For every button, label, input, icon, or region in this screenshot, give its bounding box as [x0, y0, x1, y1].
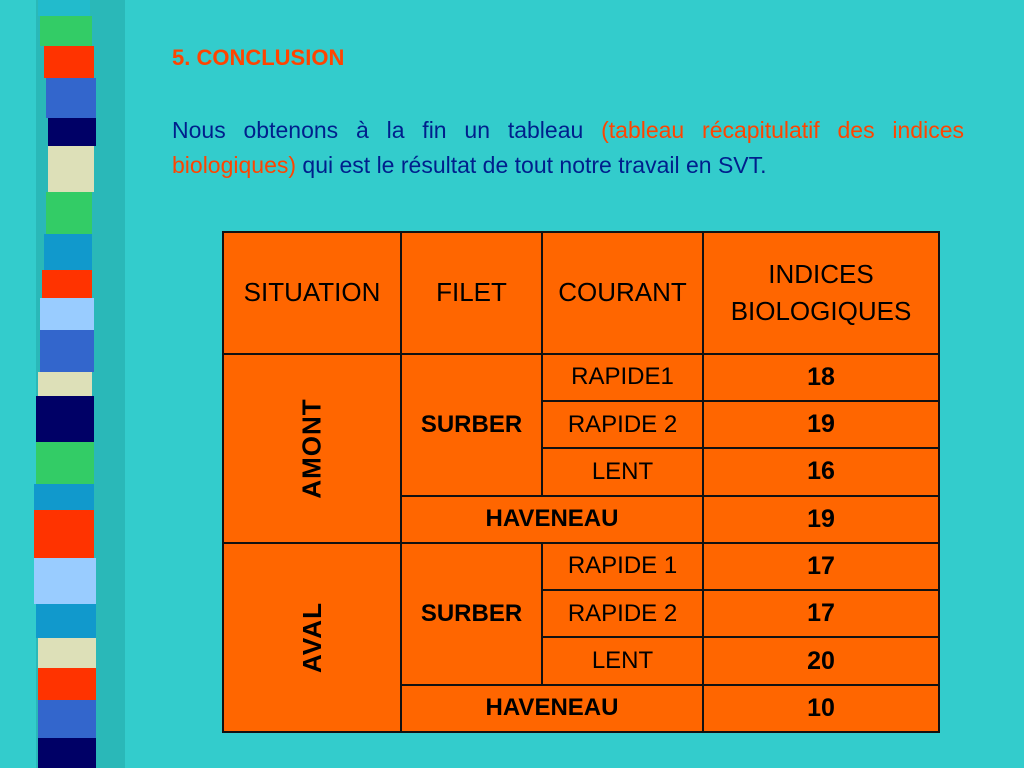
section-heading: 5. CONCLUSION: [172, 45, 345, 70]
situation-amont-label: AMONT: [296, 398, 327, 499]
filet-surber-amont: SURBER: [401, 354, 542, 496]
situation-aval-label: AVAL: [296, 601, 327, 673]
indice-cell: 18: [703, 354, 939, 401]
intro-highlight: (tableau récapitulatif des indices biologiques): [172, 117, 964, 178]
biological-indices-table: [222, 231, 940, 733]
intro-text-start: Nous obtenons à la fin un tableau: [172, 117, 602, 143]
table-header-row: [223, 232, 939, 354]
courant-cell: LENT: [542, 448, 703, 495]
situation-amont-cell: [223, 354, 401, 543]
decorative-stripe-border: [0, 0, 125, 768]
table-row: [223, 354, 939, 401]
indice-cell: 19: [703, 401, 939, 448]
header-indices: INDICES BIOLOGIQUES: [703, 232, 939, 354]
filet-haveneau-aval: HAVENEAU: [401, 685, 703, 732]
indice-cell: 17: [703, 590, 939, 637]
intro-text-end: qui est le résultat de tout notre travail en SVT.: [296, 152, 767, 178]
courant-cell: RAPIDE1: [542, 354, 703, 401]
situation-aval-cell: [223, 543, 401, 732]
table-row: [223, 543, 939, 590]
indice-cell: 10: [703, 685, 939, 732]
filet-surber-aval: SURBER: [401, 543, 542, 685]
courant-cell: RAPIDE 1: [542, 543, 703, 590]
intro-paragraph: [172, 113, 964, 183]
indice-cell: 19: [703, 496, 939, 543]
header-situation: SITUATION: [223, 232, 401, 354]
indice-cell: 17: [703, 543, 939, 590]
courant-cell: LENT: [542, 637, 703, 684]
header-courant: COURANT: [542, 232, 703, 354]
indice-cell: 20: [703, 637, 939, 684]
courant-cell: RAPIDE 2: [542, 590, 703, 637]
courant-cell: RAPIDE 2: [542, 401, 703, 448]
header-filet: FILET: [401, 232, 542, 354]
indice-cell: 16: [703, 448, 939, 495]
filet-haveneau-amont: HAVENEAU: [401, 496, 703, 543]
